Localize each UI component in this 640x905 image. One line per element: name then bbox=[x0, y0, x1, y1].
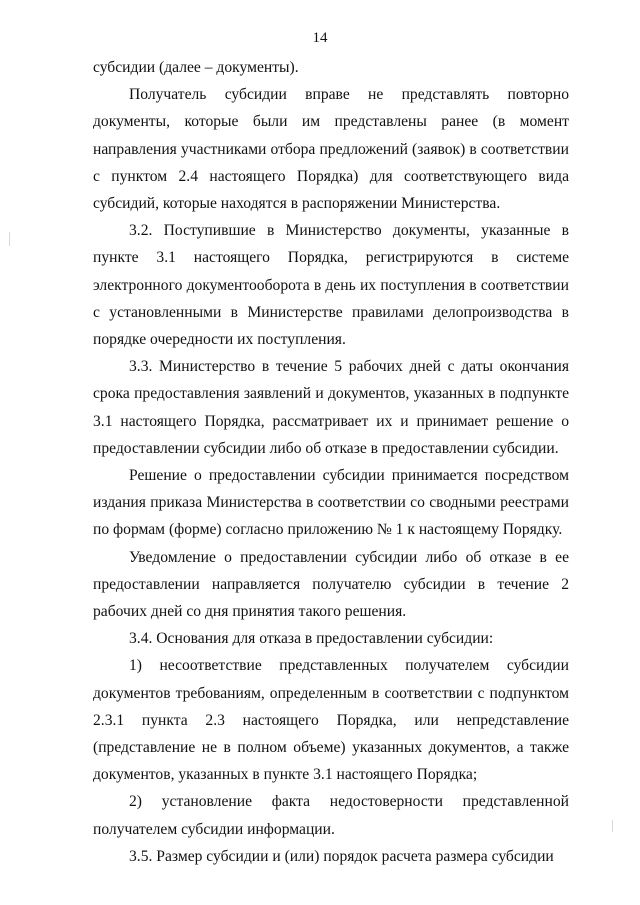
page-number: 14 bbox=[312, 30, 328, 46]
paragraph-ground-1: 1) несоответствие представленных получателем субсидии документов требованиям, определенным в соответствии с подпунктом 2.3.1 пункта 2.3 настоящего Порядка, или непредставление (представление не в полном объеме) указанных документов, а также документов, указанных в пункте 3.1 настоящего Порядка; bbox=[93, 657, 569, 784]
paragraph-3-4: 3.4. Основания для отказа в предоставлении субсидии: bbox=[129, 630, 494, 648]
paragraph-notification: Уведомление о предоставлении субсидии либо об отказе в ее предоставлении направляется получателю субсидии в течение 2 рабочих дней со дня принятия такого решения. bbox=[93, 548, 569, 621]
paragraph-3-2: 3.2. Поступившие в Министерство документы, указанные в пункте 3.1 настоящего Порядка, регистрируются в системе электронного документооборота в день их поступления в соответствии с установленными в Министерстве правилами делопроизводства в порядке очередности их поступления. bbox=[93, 222, 569, 349]
paragraph-ground-2: 2) установление факта недостоверности представленной получателем субсидии информации. bbox=[93, 793, 569, 838]
paragraph-resubmission: Получатель субсидии вправе не представлять повторно документы, которые были им представлены ранее (в момент направления участниками отбора предложений (заявок) в соответствии с пунктом 2.4 настоящего Порядка) для соответствующего вида субсидий, которые находятся в распоряжении Министерства. bbox=[93, 86, 569, 213]
document-body bbox=[93, 54, 569, 870]
left-margin-mark bbox=[9, 232, 10, 246]
paragraph-decision: Решение о предоставлении субсидии принимается посредством издания приказа Министерства в соответствии со сводными реестрами по формам (форме) согласно приложению № 1 к настоящему Порядку. bbox=[93, 467, 569, 539]
paragraph-3-5: 3.5. Размер субсидии и (или) порядок расчета размера субсидии bbox=[129, 847, 554, 865]
paragraph-3-3: 3.3. Министерство в течение 5 рабочих дней с даты окончания срока предоставления заявлений и документов, указанных в подпункте 3.1 настоящего Порядка, рассматривает их и принимает решение о предоставлении субсидии либо об отказе в предоставлении субсидии. bbox=[93, 358, 569, 457]
right-margin-mark bbox=[612, 820, 613, 832]
paragraph-continuation: субсидии (далее – документы). bbox=[93, 59, 299, 76]
